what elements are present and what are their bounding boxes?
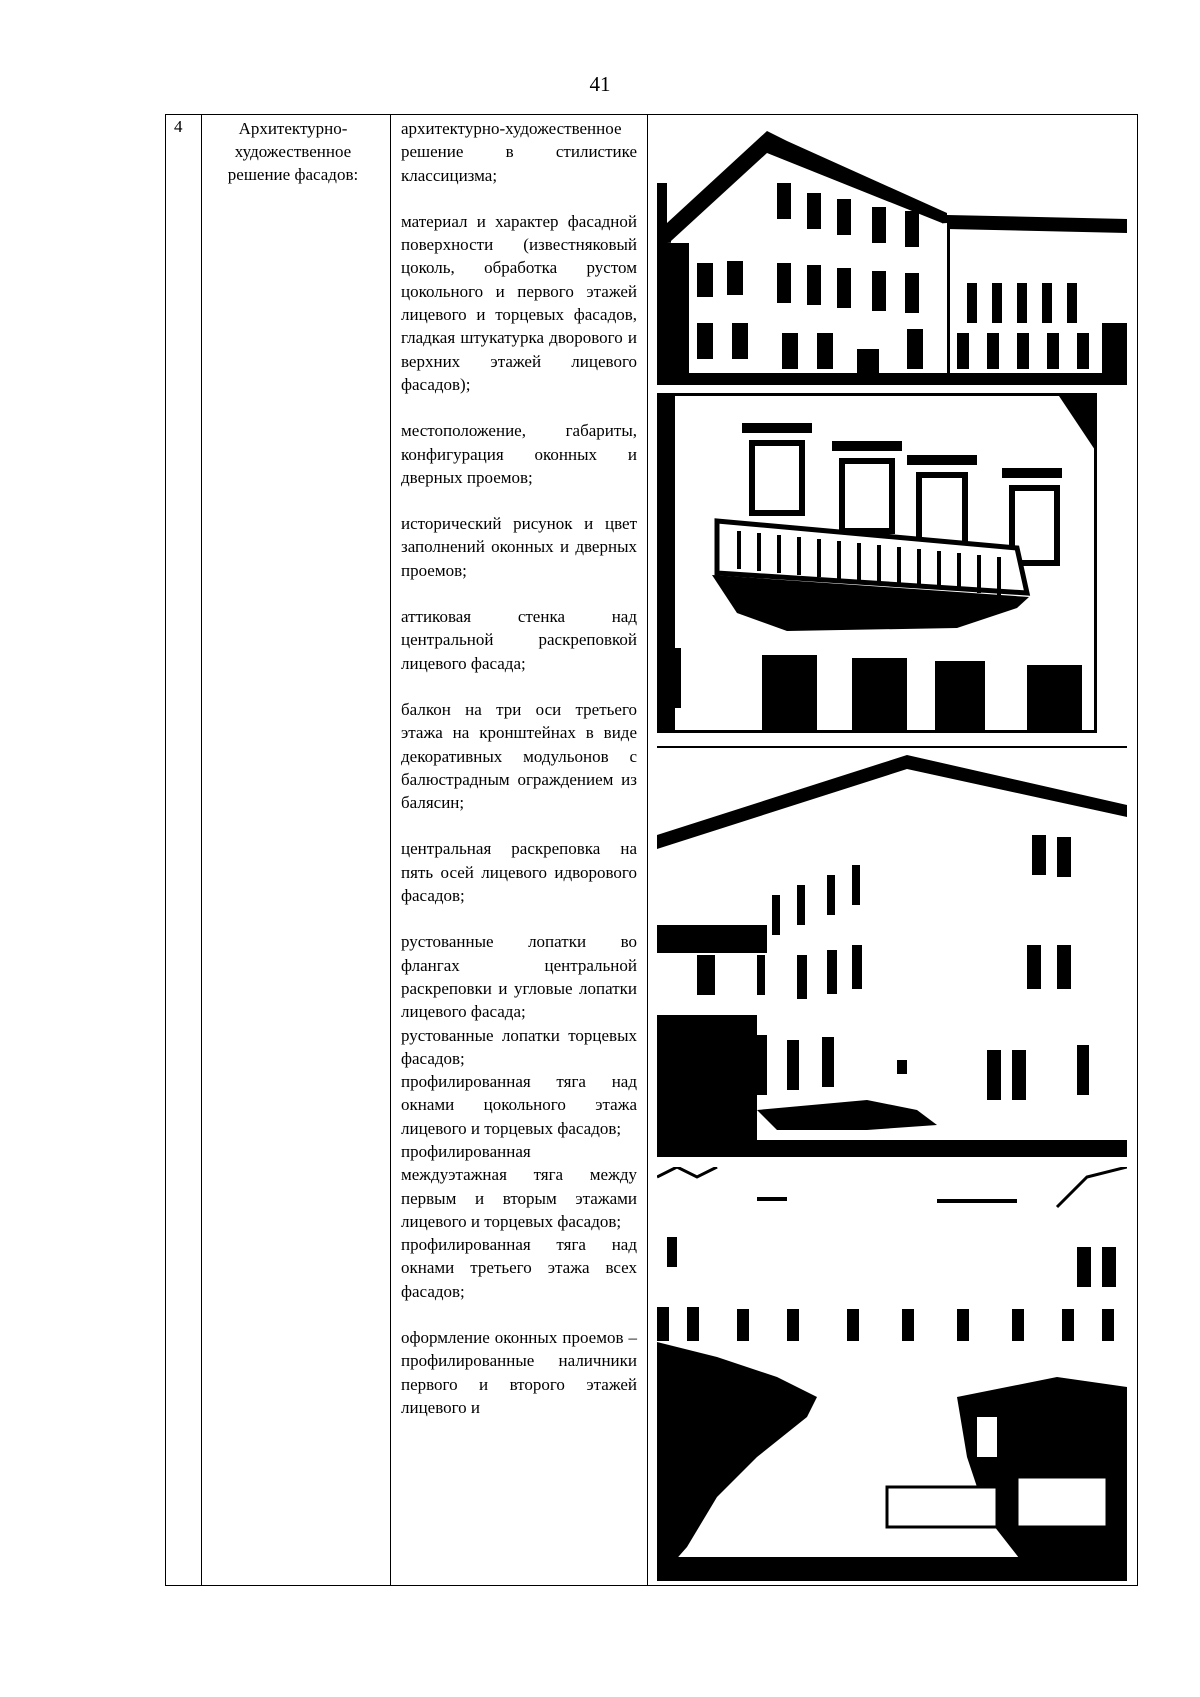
- column-divider: [390, 115, 391, 1585]
- description-item: профилированная междуэтажная тяга между первым и вторым этажами лицевого и торцевых фасадов;: [401, 1141, 637, 1231]
- description-item: балкон на три оси третьего этажа на кронштейнах в виде декоративных модульонов с балюстрадным ограждением из балясин;: [401, 699, 637, 813]
- row-number: 4: [174, 117, 183, 136]
- page-number: 41: [589, 72, 611, 96]
- description-item: аттиковая стенка над центральной раскреповкой лицевого фасада;: [401, 607, 637, 673]
- balcony-photo: [657, 393, 1097, 733]
- description-item: профилированная тяга над окнами цокольного этажа лицевого и торцевых фасадов;: [401, 1072, 637, 1138]
- description-item: профилированная тяга над окнами третьего этажа всех фасадов;: [401, 1235, 637, 1301]
- description-item: центральная раскреповка на пять осей лицевого идворового фасадов;: [401, 839, 637, 906]
- description-item: оформление оконных проемов – профилированные наличники первого и второго этажей лицевого и: [401, 1328, 637, 1417]
- column-divider: [647, 115, 648, 1585]
- description-item: материал и характер фасадной поверхности (известняковый цоколь, обработка рустом цокольного и первого этажей лицевого и торцевых фасадов, гладкая штукатурка дворового и верхних этажей лицевого фасадов);: [401, 211, 637, 394]
- description-list: [401, 117, 637, 1419]
- courtyard-corner-photo: [657, 745, 1127, 1157]
- description-item: рустованные лопатки во флангах центральной раскреповки и угловые лопатки лицевого фасада;: [401, 932, 637, 1022]
- building-corner-photo: [657, 123, 1127, 385]
- description-item: местоположение, габариты, конфигурация оконных и дверных проемов;: [401, 421, 637, 487]
- courtyard-facade-photo: [657, 1167, 1127, 1581]
- description-item: исторический рисунок и цвет заполнений оконных и дверных проемов;: [401, 514, 637, 580]
- attributes-table: [165, 114, 1138, 1586]
- column-divider: [201, 115, 202, 1585]
- row-title: Архитектурно-художественное решение фасадов:: [227, 119, 359, 184]
- description-item: архитектурно-художественное решение в стилистике классицизма;: [401, 119, 637, 185]
- description-item: рустованные лопатки торцевых фасадов;: [401, 1025, 637, 1068]
